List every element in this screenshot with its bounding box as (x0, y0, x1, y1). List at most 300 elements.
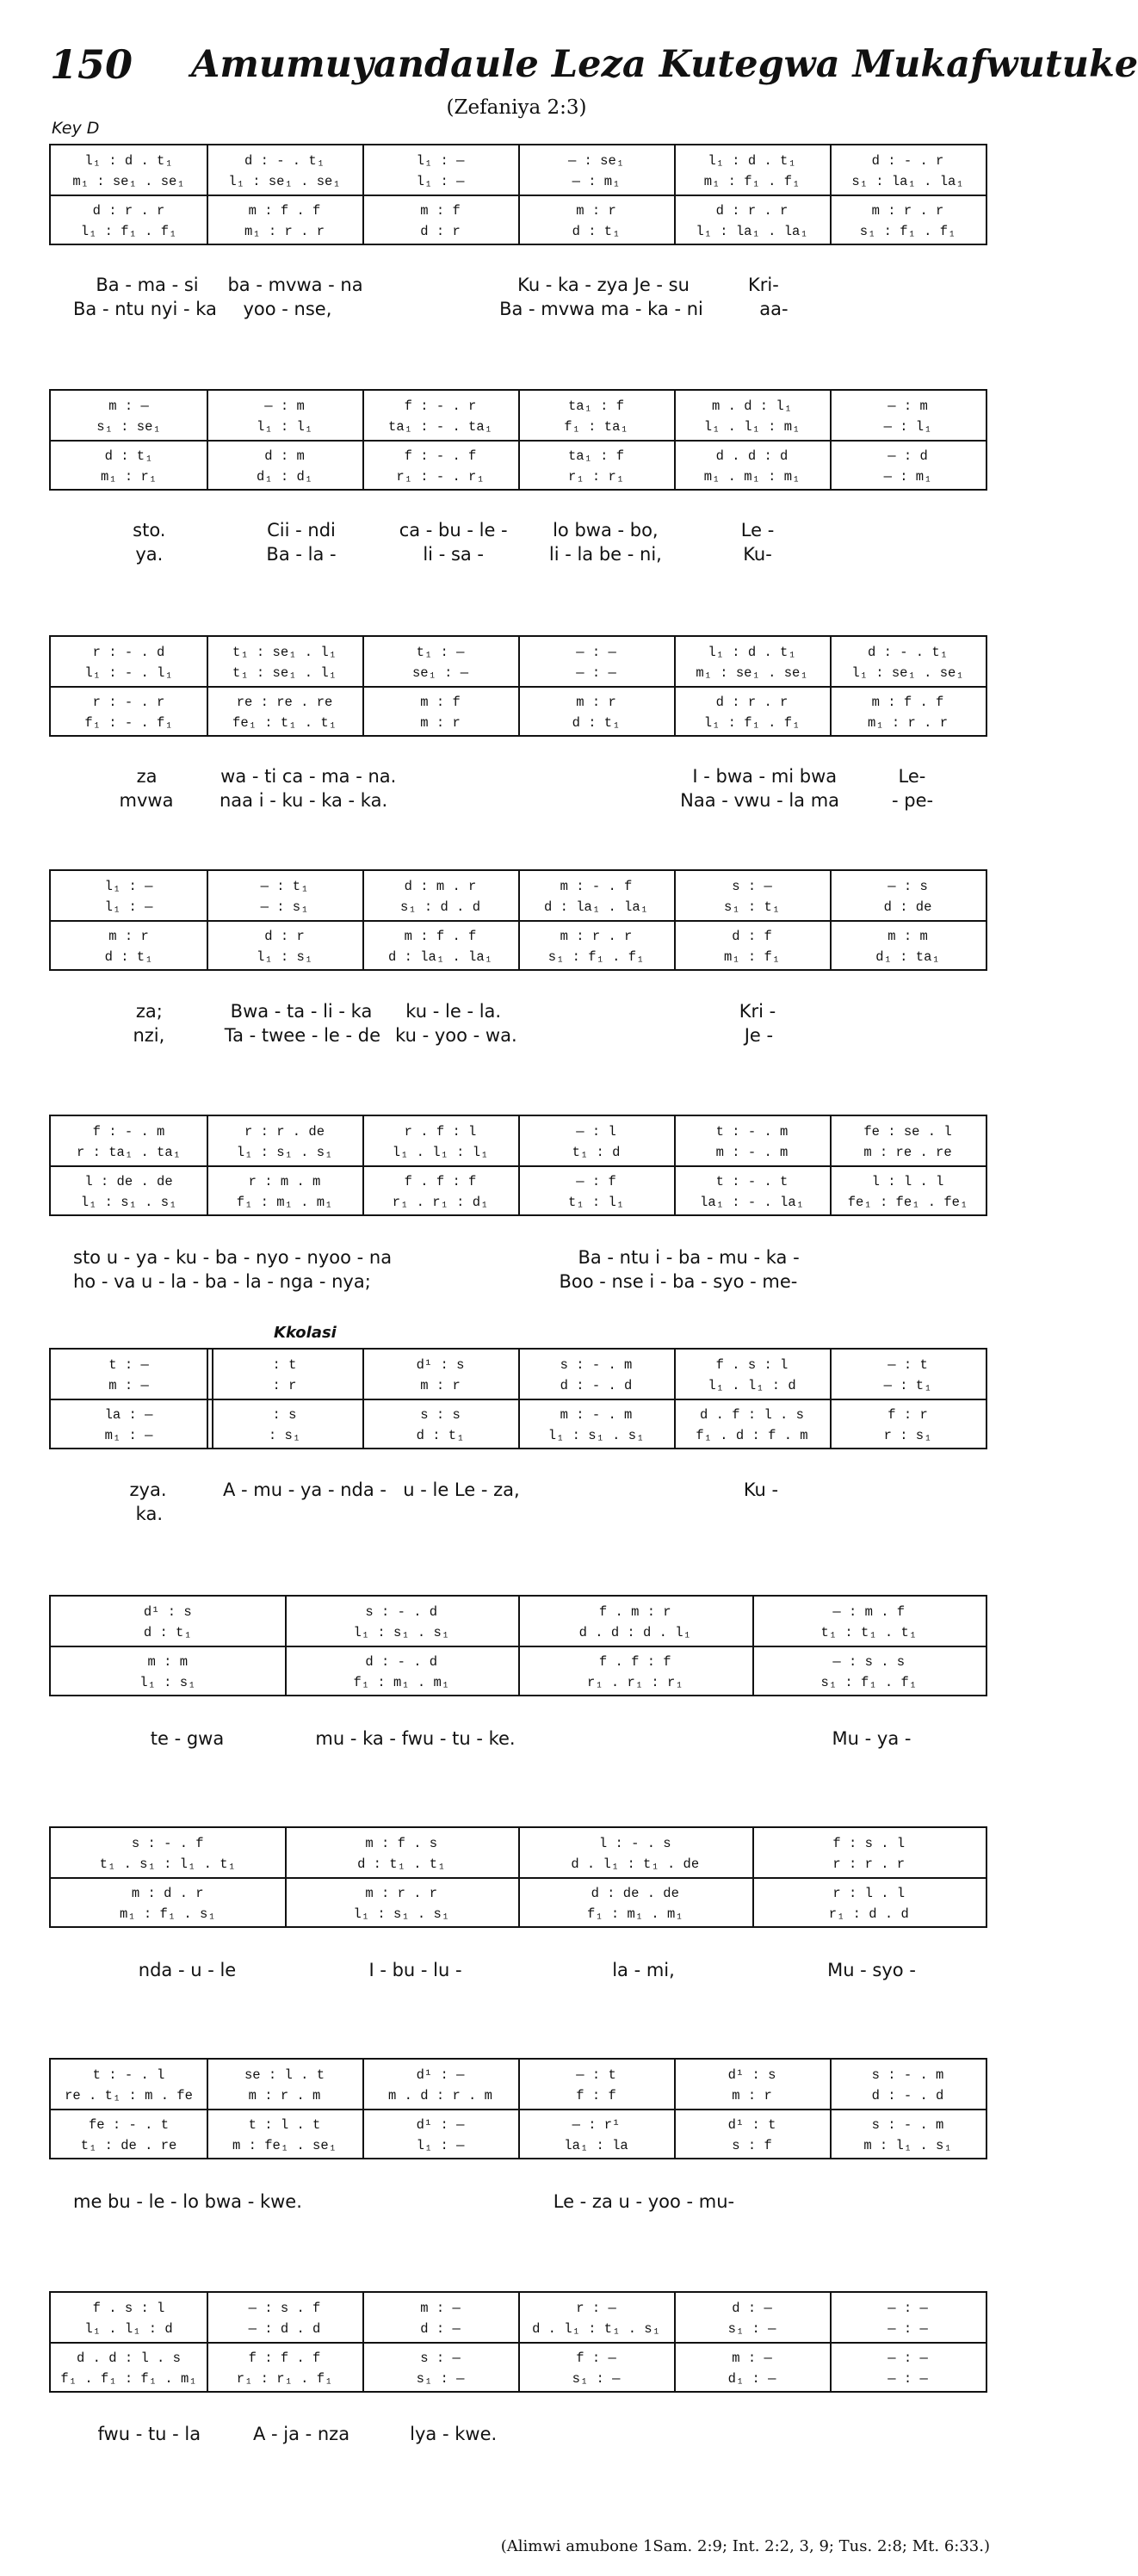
lyric-cell (428, 2190, 554, 2213)
note-cell: t : - . l (92, 2067, 165, 2083)
note-cell: t : - . t (715, 1174, 789, 1189)
lyric-cell (833, 543, 986, 565)
staff-system (49, 1595, 987, 1696)
note-cell: l₁ : la₁ . la₁ (696, 224, 808, 239)
note-cell: ta₁ : - . ta₁ (388, 419, 492, 435)
voice-row (51, 876, 986, 897)
note-cell: t₁ : t₁ . t₁ (820, 1625, 918, 1640)
note-cell: s₁ : d . d (399, 899, 480, 915)
note-cell: r₁ : d . d (828, 1906, 909, 1922)
voice-row (51, 417, 986, 437)
lyric-cell: sto. (133, 520, 166, 541)
note-cell: l₁ : l₁ (256, 419, 313, 435)
note-cell: d : f (732, 929, 772, 944)
note-cell: l₁ : d . t₁ (708, 153, 796, 169)
lyric-cell (833, 1000, 986, 1022)
note-cell: — : l₁ (883, 419, 932, 435)
note-cell: m : f (420, 203, 461, 219)
lyric-cell: ku - le - la. (405, 1001, 502, 1022)
lyric-cell (836, 1479, 986, 1501)
note-cell: la : — (104, 1407, 153, 1423)
lyric-cell (833, 1503, 986, 1525)
voice-row (51, 663, 986, 683)
lyric-cell: za (136, 766, 158, 787)
note-cell: d : - . d (365, 1654, 438, 1670)
note-cell: l₁ : - . l₁ (84, 665, 173, 681)
note-cell: d : t₁ (572, 715, 621, 731)
lyric-cell (838, 274, 986, 296)
note-cell: d : - . t₁ (244, 153, 325, 169)
lyric-cell: ho - va u - la - ba - la - nga - nya; (73, 1271, 371, 1292)
note-cell: r₁ : r₁ (567, 469, 625, 485)
note-cell: s₁ : — (572, 2371, 621, 2387)
staff-system (49, 1115, 987, 1216)
staff-system (49, 144, 987, 245)
staff-system (49, 635, 987, 737)
note-cell: m : m (147, 1654, 188, 1670)
note-cell: f . f : f (404, 1174, 477, 1189)
note-cell: m : r . r (365, 1886, 438, 1901)
note-cell: f : — (576, 2351, 616, 2366)
lyric-cell: aa- (759, 299, 789, 319)
note-cell: se : l . t (244, 2067, 325, 2083)
note-cell: f : - . f (404, 448, 477, 464)
note-cell: s₁ : — (416, 2371, 465, 2387)
lyrics-line (73, 789, 986, 812)
note-cell: — : s . f (248, 2301, 321, 2316)
note-cell: s : f (732, 2138, 772, 2153)
note-cell: l₁ : d . t₁ (708, 645, 796, 660)
note-cell: r₁ : - . r₁ (396, 469, 485, 485)
note-cell: m₁ : f₁ (723, 949, 781, 965)
note-cell: l₁ . l₁ : l₁ (392, 1145, 489, 1160)
note-cell: d : de . de (591, 1886, 679, 1901)
voice-row (51, 1375, 986, 1396)
voice-row (51, 692, 986, 713)
note-cell: f . s : l (92, 2301, 165, 2316)
note-cell: m : f . s (365, 1836, 438, 1851)
note-cell: m : — (420, 2301, 461, 2316)
voice-row (51, 1883, 986, 1904)
note-cell: m : r (732, 2088, 772, 2103)
note-cell: d¹ : s (727, 2067, 776, 2083)
note-cell: l₁ : s₁ . s₁ (353, 1906, 450, 1922)
note-cell: r : m . m (248, 1174, 321, 1189)
note-cell: la₁ : - . la₁ (700, 1195, 804, 1210)
note-cell: l₁ : s₁ (256, 949, 313, 965)
key-signature: Key D (52, 119, 100, 138)
lyric-cell (529, 1727, 758, 1750)
voice-row (51, 1622, 986, 1643)
lyric-cell: Ba - ma - si (96, 275, 199, 295)
lyrics-line (73, 2423, 986, 2445)
lyrics-line (73, 1000, 986, 1022)
note-cell: m : r (108, 929, 149, 944)
note-cell: r : s₁ (883, 1428, 932, 1443)
note-cell: l₁ : — (416, 2138, 465, 2153)
voice-row (51, 897, 986, 917)
note-cell: — : t₁ (260, 879, 309, 894)
note-cell: f₁ : m₁ . m₁ (236, 1195, 333, 1210)
voice-row (51, 1192, 986, 1213)
note-cell: r₁ . r₁ : d₁ (392, 1195, 489, 1210)
lyrics-line (73, 1503, 986, 1525)
lyric-cell: A - mu - ya - nda - (223, 1480, 387, 1500)
note-cell: l : de . de (84, 1174, 173, 1189)
note-cell: : s₁ (268, 1428, 301, 1443)
note-cell: m : — (108, 1378, 149, 1393)
note-cell: — : — (576, 665, 616, 681)
note-cell: d : - . d (560, 1378, 633, 1393)
note-cell: s₁ : — (727, 2321, 776, 2337)
note-cell: m₁ : r . r (867, 715, 948, 731)
voice-row (51, 171, 986, 192)
note-cell: — : d . d (248, 2321, 321, 2337)
staff-system (49, 2291, 987, 2393)
note-cell: — : t (576, 2067, 616, 2083)
note-cell: m : r . m (248, 2088, 321, 2103)
note-cell: t₁ : d (572, 1145, 621, 1160)
note-cell: f : - . m (92, 1124, 165, 1140)
scripture-reference: (Zefaniya 2:3) (446, 96, 587, 119)
lyric-cell (485, 1246, 578, 1269)
voice-row (51, 2298, 986, 2319)
note-cell: s₁ : f₁ . f₁ (859, 224, 956, 239)
lyric-cell: ca - bu - le - (399, 520, 508, 541)
lyric-cell: ku - yoo - wa. (395, 1025, 517, 1046)
note-cell: m : m (888, 929, 928, 944)
lyric-cell (893, 1246, 986, 1269)
lyrics-line (73, 519, 986, 541)
lyrics-line (73, 1270, 986, 1293)
note-cell: d¹ : t (727, 2117, 776, 2133)
lyric-cell: Le - (740, 520, 775, 541)
lyric-cell: naa i - ku - ka - ka. (219, 790, 388, 811)
lyric-cell (797, 1270, 891, 1293)
lyric-cell: lo bwa - bo, (553, 520, 659, 541)
lyric-cell (800, 1246, 893, 1269)
note-cell: d : de (883, 899, 932, 915)
lyric-cell: Ku - (743, 1480, 779, 1500)
note-cell: r . f : l (404, 1124, 477, 1140)
note-cell: m : - . m (560, 1407, 633, 1423)
lyric-cell (682, 2423, 834, 2445)
lyric-cell (734, 2190, 860, 2213)
note-cell: l₁ : — (104, 899, 153, 915)
note-cell: — : — (888, 2351, 928, 2366)
lyric-cell: Ba - la - (266, 544, 337, 565)
staff-system (49, 1826, 987, 1928)
lyrics-line (73, 1246, 986, 1269)
note-cell: r : r . r (832, 1856, 906, 1872)
voice-row (51, 947, 986, 967)
voice-row (51, 1833, 986, 1854)
note-cell: m : f . f (248, 203, 321, 219)
lyric-cell (833, 519, 986, 541)
note-cell: l₁ : — (416, 174, 465, 189)
staff-system (49, 1348, 987, 1449)
lyric-cell: - pe- (891, 790, 934, 811)
note-cell: l₁ : s₁ (139, 1675, 196, 1690)
lyric-cell (833, 2423, 986, 2445)
note-cell: d : t₁ (104, 949, 153, 965)
lyric-cell (860, 2190, 986, 2213)
note-cell: l₁ : s₁ . s₁ (547, 1428, 645, 1443)
voice-row (51, 2115, 986, 2135)
note-cell: d . d : d (715, 448, 789, 464)
note-cell: l₁ : d . t₁ (84, 153, 173, 169)
note-cell: — : — (888, 2371, 928, 2387)
note-cell: l₁ : — (416, 153, 465, 169)
note-cell: se₁ : — (411, 665, 469, 681)
staff-system (49, 2058, 987, 2159)
note-cell: d¹ : — (416, 2067, 465, 2083)
lyric-cell (529, 1000, 682, 1022)
note-cell: l : - . s (598, 1836, 671, 1851)
lyric-cell (834, 1024, 986, 1047)
lyrics-line (73, 1727, 986, 1750)
note-cell: fe : se . l (863, 1124, 952, 1140)
note-cell: fe₁ : fe₁ . fe₁ (847, 1195, 968, 1210)
lyric-cell: Ku- (743, 544, 772, 565)
lyric-cell: Ba - ntu i - ba - mu - ka - (578, 1247, 800, 1268)
note-cell: m : f . f (404, 929, 477, 944)
note-cell: m₁ : r₁ (100, 469, 158, 485)
note-cell: — : t₁ (883, 1378, 932, 1393)
lyric-cell: Ba - mvwa ma - ka - ni (499, 299, 703, 319)
voice-row (51, 1602, 986, 1622)
note-cell: d : t₁ (416, 1428, 465, 1443)
lyric-cell: Boo - nse i - ba - syo - me- (559, 1271, 798, 1292)
note-cell: — : — (576, 645, 616, 660)
note-cell: : r (272, 1378, 297, 1393)
voice-row (51, 2135, 986, 2156)
lyrics-line (73, 274, 986, 296)
lyric-cell: Ta - twee - le - de (224, 1025, 381, 1046)
note-cell: s₁ : la₁ . la₁ (851, 174, 964, 189)
note-cell: l₁ : se₁ . se₁ (228, 174, 341, 189)
note-cell: m₁ : r . r (244, 224, 325, 239)
note-cell: — : m (264, 398, 305, 414)
note-cell: d : m (264, 448, 305, 464)
voice-row (51, 1405, 986, 1425)
lyric-cell: wa - ti ca - ma - na. (220, 766, 397, 787)
chorus-label: Kkolasi (274, 1324, 337, 1342)
lyric-cell (226, 1503, 378, 1525)
note-cell: f₁ . f₁ : f₁ . m₁ (60, 2371, 197, 2387)
note-cell: l₁ : f₁ . f₁ (703, 715, 801, 731)
voice-row (51, 201, 986, 221)
lyrics-line (73, 765, 986, 788)
note-cell: d : m . r (404, 879, 477, 894)
lyric-cell: I - bu - lu - (368, 1960, 462, 1980)
lyric-cell (377, 1503, 529, 1525)
lyric-cell: me bu - le - lo bwa - kwe. (73, 2191, 302, 2212)
lyric-cell (534, 789, 680, 812)
lyrics-line (73, 2190, 986, 2213)
voice-row (51, 2319, 986, 2339)
note-cell: la₁ : la (564, 2138, 628, 2153)
note-cell: — : m . f (832, 1604, 906, 1620)
note-cell: f . f : f (598, 1654, 671, 1670)
note-cell: m₁ : — (104, 1428, 153, 1443)
note-cell: r₁ . r₁ : r₁ (586, 1675, 683, 1690)
lyric-cell: fwu - tu - la (97, 2424, 201, 2444)
note-cell: re . t₁ : m . fe (65, 2088, 193, 2103)
lyric-cell (396, 765, 543, 788)
note-cell: l₁ : f₁ . f₁ (80, 224, 177, 239)
note-cell: — : f (576, 1174, 616, 1189)
note-cell: t : — (108, 1357, 149, 1373)
note-cell: s₁ : se₁ (96, 419, 161, 435)
note-cell: d . d : l . s (77, 2351, 181, 2366)
note-cell: s : — (420, 2351, 461, 2366)
note-cell: d . l₁ : t₁ . s₁ (532, 2321, 660, 2337)
note-cell: d : r . r (715, 203, 789, 219)
lyric-cell: I - bwa - mi bwa (692, 766, 838, 787)
lyric-cell (682, 1503, 834, 1525)
voice-row (51, 1904, 986, 1924)
lyric-cell (529, 2423, 682, 2445)
lyrics-line (73, 1959, 986, 1981)
note-cell: l₁ : s₁ . s₁ (353, 1625, 450, 1640)
note-cell: d : - . d (871, 2088, 944, 2103)
lyric-cell: Kri- (748, 275, 779, 295)
lyric-cell (387, 789, 534, 812)
note-cell: t₁ : — (416, 645, 465, 660)
voice-row (51, 1652, 986, 1672)
note-cell: r : l . l (832, 1886, 906, 1901)
note-cell: l : l . l (871, 1174, 944, 1189)
note-cell: s : - . m (871, 2067, 944, 2083)
lyric-cell: nda - u - le (138, 1960, 237, 1980)
note-cell: t : l . t (248, 2117, 321, 2133)
note-cell: f : f (576, 2088, 616, 2103)
note-cell: t₁ : se₁ . l₁ (232, 665, 337, 681)
note-cell: fe₁ : t₁ . t₁ (232, 715, 337, 731)
note-cell: : t (272, 1357, 297, 1373)
note-cell: m : r . r (560, 929, 633, 944)
voice-row (51, 151, 986, 171)
note-cell: s : s (420, 1407, 461, 1423)
note-cell: l₁ . l₁ : d (84, 2321, 173, 2337)
lyric-cell (544, 765, 691, 788)
lyrics-line (73, 1024, 986, 1047)
note-cell: f : - . r (404, 398, 477, 414)
lyrics-line (73, 1479, 986, 1501)
hymn-title: Amumuyandaule Leza Kutegwa Mukafwutuke (191, 43, 1138, 86)
note-cell: — : m₁ (572, 174, 621, 189)
note-cell: r : ta₁ . ta₁ (77, 1145, 181, 1160)
note-cell: m : l₁ . s₁ (863, 2138, 952, 2153)
note-cell: — : d (888, 448, 928, 464)
note-cell: s : - . m (871, 2117, 944, 2133)
lyric-cell: ba - mvwa - na (227, 275, 363, 295)
note-cell: d : — (420, 2321, 461, 2337)
note-cell: m₁ : se₁ . se₁ (72, 174, 185, 189)
note-cell: f₁ . d : f . m (696, 1428, 808, 1443)
note-cell: m : r . r (871, 203, 944, 219)
note-cell: m₁ : f₁ . f₁ (703, 174, 801, 189)
note-cell: d . l₁ : t₁ . de (571, 1856, 700, 1872)
note-cell: — : s₁ (260, 899, 309, 915)
lyric-cell: mu - ka - fwu - tu - ke. (315, 1728, 516, 1749)
voice-row (51, 396, 986, 417)
voice-row (51, 2085, 986, 2106)
note-cell: r : - . d (92, 645, 165, 660)
lyric-cell (465, 1270, 559, 1293)
staff-system (49, 869, 987, 971)
voice-row (51, 1672, 986, 1693)
note-cell: m : r (420, 715, 461, 731)
note-cell: s₁ : f₁ . f₁ (820, 1675, 918, 1690)
note-cell: r₁ : r₁ . f₁ (236, 2371, 333, 2387)
voice-row (51, 1121, 986, 1142)
voice-row (51, 1142, 986, 1163)
note-cell: m : fe₁ . se₁ (232, 2138, 337, 2153)
note-cell: — : l (576, 1124, 616, 1140)
note-cell: d : t₁ (143, 1625, 192, 1640)
note-cell: l₁ : s₁ . s₁ (80, 1195, 177, 1210)
lyric-cell: za; (135, 1001, 163, 1022)
note-cell: f . s : l (715, 1357, 789, 1373)
note-cell: — : s (888, 879, 928, 894)
note-cell: — : t (888, 1357, 928, 1373)
note-cell: f : r (888, 1407, 928, 1423)
voice-row (51, 642, 986, 663)
note-cell: ta₁ : f (567, 448, 625, 464)
note-cell: l₁ : se₁ . se₁ (851, 665, 964, 681)
note-cell: d¹ : — (416, 2117, 465, 2133)
lyric-cell: ka. (135, 1504, 163, 1524)
hymn-number: 150 (50, 41, 133, 88)
note-cell: — : s . s (832, 1654, 906, 1670)
note-cell: m : f (420, 695, 461, 710)
note-cell: r : — (576, 2301, 616, 2316)
note-cell: f : f . f (248, 2351, 321, 2366)
note-cell: d : r (420, 224, 461, 239)
lyric-cell (529, 1503, 682, 1525)
lyric-cell: Kri - (739, 1001, 776, 1022)
lyric-cell: Mu - ya - (832, 1728, 912, 1749)
note-cell: : s (272, 1407, 297, 1423)
note-cell: d : r . r (92, 203, 165, 219)
lyric-cell: te - gwa (150, 1728, 225, 1749)
lyric-cell: li - la be - ni, (548, 544, 662, 565)
note-cell: — : r¹ (572, 2117, 621, 2133)
lyric-cell: zya. (129, 1480, 167, 1500)
note-cell: d . f : l . s (700, 1407, 804, 1423)
lyric-cell (532, 1024, 683, 1047)
lyric-cell (392, 1246, 485, 1269)
lyric-cell: Ba - ntu nyi - ka (73, 299, 217, 319)
note-cell: m₁ : se₁ . se₁ (696, 665, 808, 681)
note-cell: r : - . r (92, 695, 165, 710)
note-cell: m : d . r (131, 1886, 204, 1901)
note-cell: d : - . r (871, 153, 944, 169)
note-cell: d¹ : s (416, 1357, 465, 1373)
voice-row (51, 1355, 986, 1375)
note-cell: d : la₁ . la₁ (388, 949, 492, 965)
voice-row (51, 2348, 986, 2369)
lyric-cell: la - mi, (612, 1960, 675, 1980)
note-cell: — : m₁ (883, 469, 932, 485)
note-cell: m : — (732, 2351, 772, 2366)
lyric-cell: sto u - ya - ku - ba - nyo - nyoo - na (73, 1247, 393, 1268)
note-cell: f₁ : - . f₁ (84, 715, 173, 731)
lyric-cell (369, 274, 517, 296)
note-cell: m : r (576, 203, 616, 219)
